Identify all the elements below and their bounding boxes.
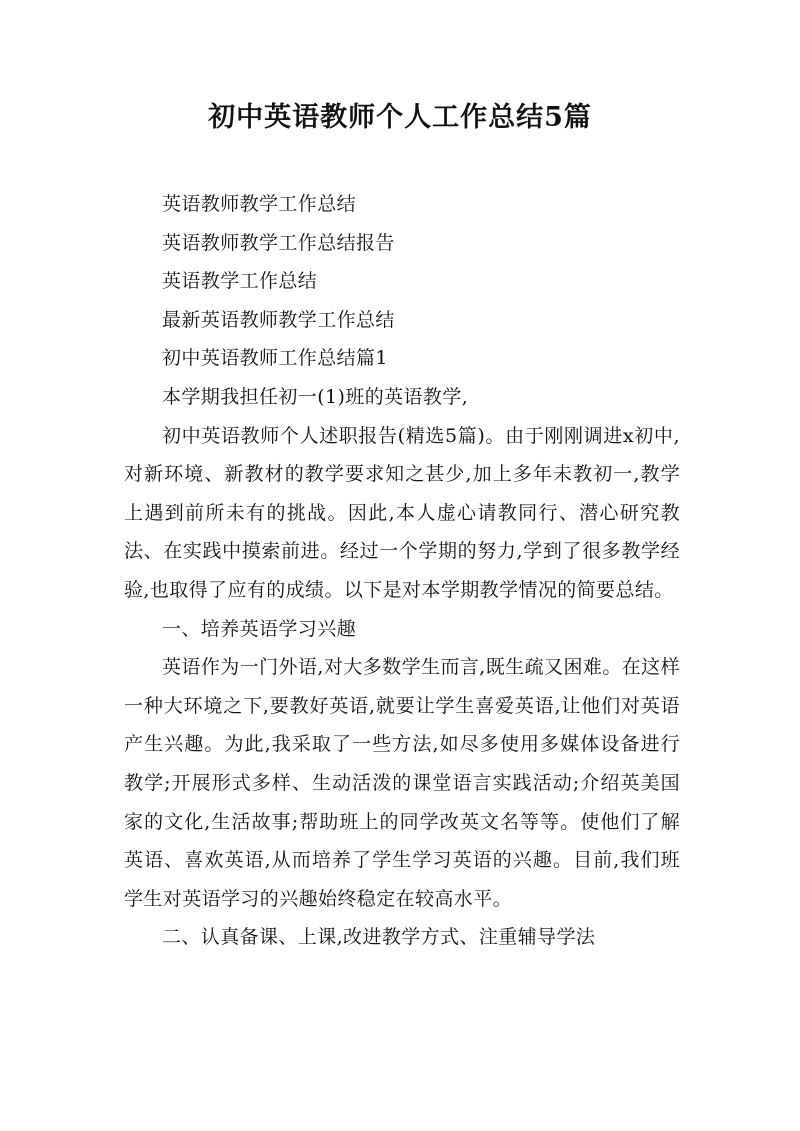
paragraph-list-item-3: 英语教学工作总结 [162,270,318,293]
document-title: 初中英语教师个人工作总结5篇 [208,102,592,133]
document-body [124,185,680,957]
paragraph-list-item-2: 英语教师教学工作总结报告 [162,231,395,254]
paragraph-intro: 本学期我担任初一(1)班的英语教学, [162,385,469,408]
section-heading-lessons: 二、认真备课、上课,改进教学方式、注重辅导学法 [162,926,596,949]
paragraph-background: 初中英语教师个人述职报告(精选5篇)。由于刚刚调进x初中,对新环境、新教材的教学要求知之甚少,加上多年未教初一,教学上遇到前所未有的挑战。因此,本人虚心请教同行、潜心研究教法、在实践中摸索前进。经过一个学期的努力,学到了很多教学经验,也取得了应有的成绩。以下是对本学期教学情况的简要总结。 [124,424,680,601]
paragraph-list-item-4: 最新英语教师教学工作总结 [162,308,395,331]
section-heading-interest: 一、培养英语学习兴趣 [162,617,357,640]
paragraph-list-item-1: 英语教师教学工作总结 [162,193,357,215]
paragraph-interest: 英语作为一门外语,对大多数学生而言,既生疏又困难。在这样一种大环境之下,要教好英语,就要让学生喜爱英语,让他们对英语产生兴趣。为此,我采取了一些方法,如尽多使用多媒体设备进行教学;开展形式多样、生动活泼的课堂语言实践活动;介绍英美国家的文化,生活故事;帮助班上的同学改英文名等等。使他们了解英语、喜欢英语,从而培养了学生学习英语的兴趣。目前,我们班学生对英语学习的兴趣始终稳定在较高水平。 [124,656,680,910]
section-heading-part-1: 初中英语教师工作总结篇1 [162,347,388,370]
